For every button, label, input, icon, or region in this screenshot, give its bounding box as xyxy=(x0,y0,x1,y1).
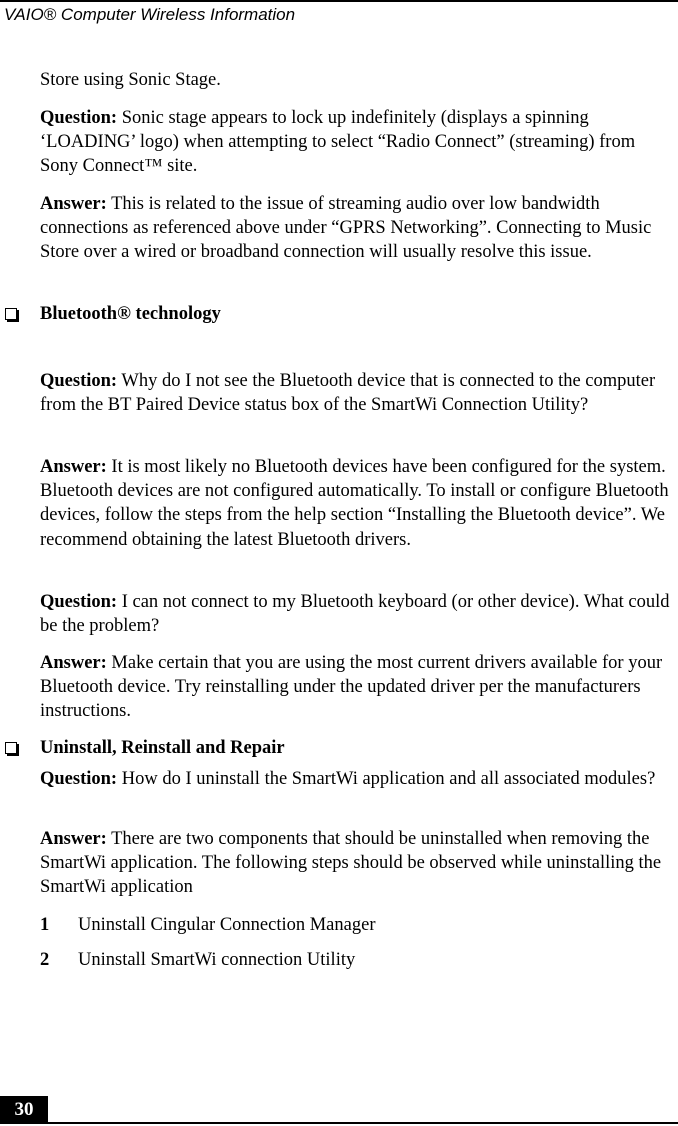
answer-3 xyxy=(40,651,675,724)
answer-label: Answer: xyxy=(40,829,107,849)
question-2 xyxy=(40,369,675,417)
question-3 xyxy=(40,590,675,638)
answer-2 xyxy=(40,455,675,552)
answer-1 xyxy=(40,192,675,265)
page-number: 30 xyxy=(0,1096,48,1124)
question-label: Question: xyxy=(40,592,118,612)
question-1 xyxy=(40,106,675,179)
question-text: I can not connect to my Bluetooth keyboard (or other device). What could be the problem? xyxy=(40,592,670,637)
answer-label: Answer: xyxy=(40,194,107,214)
step-number: 1 xyxy=(40,915,50,935)
answer-text: There are two components that should be uninstalled when removing the SmartWi application. The following steps should be observed while uninstalling the SmartWi application xyxy=(40,829,662,898)
section-title: Uninstall, Reinstall and Repair xyxy=(40,738,285,758)
step-text: Uninstall SmartWi connection Utility xyxy=(78,950,356,970)
answer-label: Answer: xyxy=(40,653,107,673)
checkbox-bullet-icon xyxy=(5,742,17,754)
answer-text: This is related to the issue of streaming audio over low bandwidth connections as referenced above under “GPRS Networking”. Connecting to Music Store over a wired or broadband connection will usually resolve this issue. xyxy=(40,194,652,263)
step-number: 2 xyxy=(40,950,50,970)
question-text: Sonic stage appears to lock up indefinitely (displays a spinning ‘LOADING’ logo) when attempting to select “Radio Connect” (streaming) from Sony Connect™ site. xyxy=(40,108,636,177)
question-label: Question: xyxy=(40,108,118,128)
question-label: Question: xyxy=(40,371,118,391)
section-title: Bluetooth® technology xyxy=(40,304,221,324)
question-text: How do I uninstall the SmartWi application and all associated modules? xyxy=(117,769,656,789)
intro-paragraph: Store using Sonic Stage. xyxy=(40,70,221,90)
checkbox-bullet-icon xyxy=(5,308,17,320)
answer-text: It is most likely no Bluetooth devices have been configured for the system. Bluetooth devices are not configured automatically. To install or configure Bluetooth devices, follow the steps from the help section “Installing the Bluetooth device”. We recommend obtaining the latest Bluetooth drivers. xyxy=(40,457,669,550)
answer-label: Answer: xyxy=(40,457,107,477)
question-label: Question: xyxy=(40,769,118,789)
question-4 xyxy=(40,767,675,791)
running-header-title: VAIO® Computer Wireless Information xyxy=(4,5,296,24)
answer-text: Make certain that you are using the most current drivers available for your Bluetooth device. Try reinstalling under the updated driver per the manufacturers instructions. xyxy=(40,653,663,722)
question-text: Why do I not see the Bluetooth device that is connected to the computer from the BT Paired Device status box of the SmartWi Connection Utility? xyxy=(40,371,656,416)
answer-4 xyxy=(40,827,675,900)
footer-rule xyxy=(0,1122,678,1124)
header-rule xyxy=(0,0,678,2)
step-text: Uninstall Cingular Connection Manager xyxy=(78,915,376,935)
